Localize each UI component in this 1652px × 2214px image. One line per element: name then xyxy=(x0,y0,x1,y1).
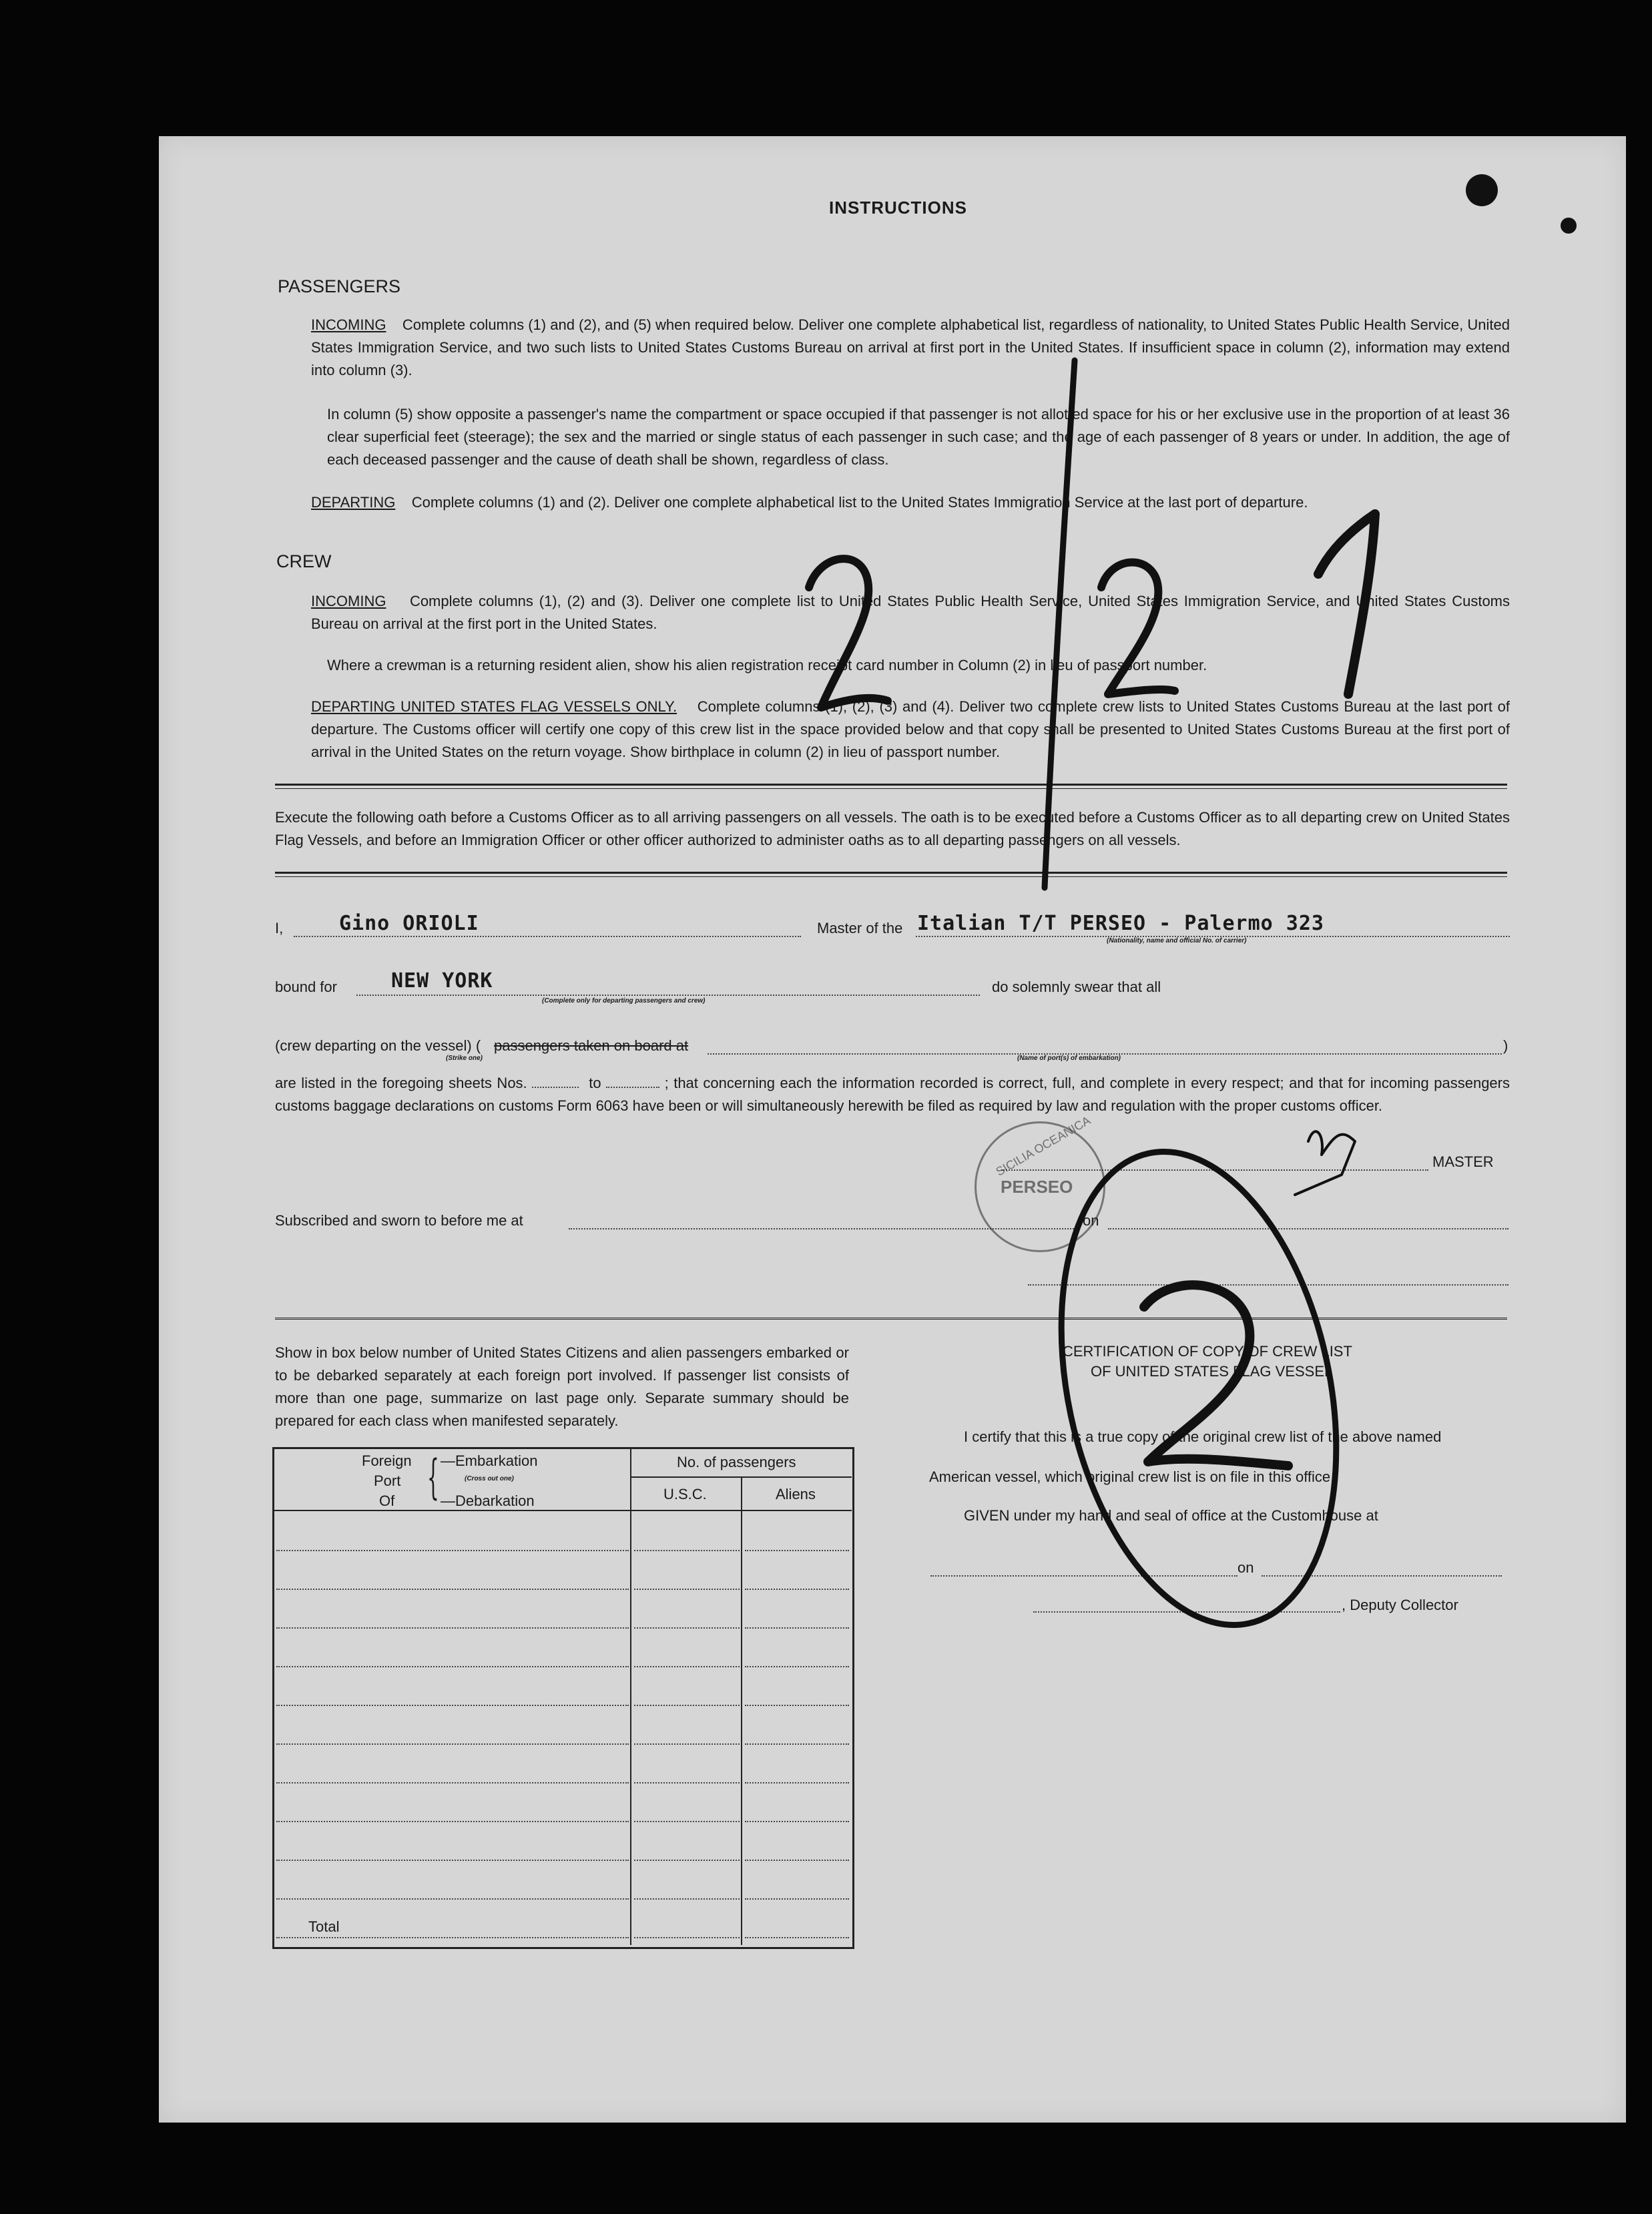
total-label: Total xyxy=(308,1918,340,1935)
vessel-name: Italian T/T PERSEO - Palermo 323 xyxy=(917,912,1324,935)
ink-spot xyxy=(1561,218,1577,234)
col-foreign: Foreign xyxy=(362,1452,412,1469)
handwritten-circle xyxy=(1021,1126,1376,1651)
stamp-text-1: SICILIA OCEANICA xyxy=(993,1113,1093,1179)
passengers-departing-label: DEPARTING xyxy=(311,494,396,511)
passengers-heading: PASSENGERS xyxy=(278,276,401,296)
passengers-column5-text: In column (5) show opposite a passenger's name the compartment or space occupied if that passenger is not allotted space for his or her exclusive use in the proportion of at least 36 clear superficial feet (steerage); the sex and the married or single status of each passenger in such case; and the age of each passenger of 8 years or under. In addition, the age of each deceased passenger and the cause of death shall be shown, regardless of class. xyxy=(327,406,1510,468)
strike-caption: (Strike one) xyxy=(446,1055,483,1062)
vessel-caption: (Nationality, name and official No. of carrier) xyxy=(1107,937,1247,944)
crew-incoming-text: Complete columns (1), (2) and (3). Deliver one complete list to United States Public Health Service, United States Immigration Service, and United States Customs Bureau on arrival at the first port in the United States. xyxy=(311,593,1510,632)
cross-out-caption: (Cross out one) xyxy=(465,1475,514,1482)
master-label: MASTER xyxy=(1432,1153,1494,1170)
certification-line-1: I certify that this is a true copy of the original crew list of the above named xyxy=(964,1428,1442,1445)
master-signature xyxy=(1295,1131,1355,1195)
brace: { xyxy=(427,1450,439,1504)
certification-heading-2: OF UNITED STATES FLAG VESSEL xyxy=(1091,1363,1333,1380)
subscribed-label: Subscribed and sworn to before me at xyxy=(275,1212,523,1229)
usc-header: U.S.C. xyxy=(663,1486,707,1502)
sheets-text-2: ; that concerning each the information recorded is correct, full, and complete in every respect; and that for incoming passengers customs baggage declarations on customs Form 6063 have been or will simultaneously herewith be filed as required by law and regulation with the proper customs officer. xyxy=(275,1075,1510,1114)
handwritten-digit-2-large xyxy=(809,559,888,708)
certification-line-3: GIVEN under my hand and seal of office at the Customhouse at xyxy=(964,1507,1378,1524)
certification-line-2: American vessel, which original crew list is on file in this office. xyxy=(929,1468,1335,1485)
sheets-to-label: to xyxy=(589,1075,601,1091)
passengers-departing-text: Complete columns (1) and (2). Deliver one complete alphabetical list to the United States Immigration Service at the last port of departure. xyxy=(411,494,1308,511)
destination: NEW YORK xyxy=(391,969,493,993)
certification-heading-1: CERTIFICATION OF COPY OF CREW LIST xyxy=(1063,1343,1352,1360)
no-passengers-header: No. of passengers xyxy=(677,1454,796,1470)
crew-resident-text: Where a crewman is a returning resident alien, show his alien registration receipt card number in Column (2) in lieu of passport number. xyxy=(327,657,1207,673)
close-paren: ) xyxy=(1503,1037,1508,1054)
col-port: Port xyxy=(374,1472,401,1489)
crew-incoming-label: INCOMING xyxy=(311,593,386,609)
subscribed-on-label: on xyxy=(1083,1212,1099,1229)
destination-caption: (Complete only for departing passengers and crew) xyxy=(542,997,706,1005)
certification-on-label: on xyxy=(1237,1559,1254,1576)
ink-blot xyxy=(1466,174,1498,206)
crew-departing-text: Complete columns (1), (2), (3) and (4). Deliver two complete crew lists to United States Customs Bureau at the last port of departure. The Customs officer will certify one copy of this crew list in the space provided below and that copy shall be presented to United States Customs Bureau at the first port of arrival in the United States on the return voyage. Show birthplace in column (2) in lieu of passport number. xyxy=(311,698,1510,760)
handwritten-circled-digit-2 xyxy=(1144,1285,1288,1466)
sheets-text-1: are listed in the foregoing sheets Nos. xyxy=(275,1075,527,1091)
master-name: Gino ORIOLI xyxy=(339,912,479,935)
swear-text: do solemnly swear that all xyxy=(992,979,1161,995)
oath-i-label: I, xyxy=(275,920,284,936)
aliens-header: Aliens xyxy=(776,1486,816,1502)
col-of: Of xyxy=(379,1492,395,1509)
handwritten-digit-2-second xyxy=(1101,563,1175,695)
crew-departing-option: (crew departing on the vessel) ( xyxy=(275,1037,481,1054)
debarkation-option: —Debarkation xyxy=(441,1492,535,1509)
passengers-incoming-label: INCOMING xyxy=(311,316,386,333)
handwritten-digit-1 xyxy=(1318,514,1375,694)
passengers-incoming-text: Complete columns (1) and (2), and (5) when required below. Deliver one complete alphabetical list, regardless of nationality, to United States Public Health Service, United States Immigration Service, and two such lists to United States Customs Bureau on arrival at first port in the United States. If insufficient space in column (2), information may extend into column (3). xyxy=(311,316,1510,378)
crew-departing-label: DEPARTING UNITED STATES FLAG VESSELS ONLY. xyxy=(311,698,677,715)
deputy-collector-label: , Deputy Collector xyxy=(1342,1597,1458,1613)
master-of-label: Master of the xyxy=(817,920,903,936)
passengers-option-struck: passengers taken on board at xyxy=(494,1037,689,1054)
crew-heading: CREW xyxy=(276,551,332,571)
summary-instructions: Show in box below number of United States Citizens and alien passengers embarked or to be debarked separately at each foreign port involved. If passenger list consists of more than one page, summarize on last page only. Separate summary should be prepared for each class when manifested separately. xyxy=(275,1344,849,1429)
bound-for-label: bound for xyxy=(275,979,337,995)
ports-caption: (Name of port(s) of embarkation) xyxy=(1017,1055,1121,1062)
stamp-text-2: PERSEO xyxy=(1001,1177,1073,1197)
embarkation-option: —Embarkation xyxy=(441,1452,538,1469)
page-title: INSTRUCTIONS xyxy=(829,198,967,218)
handwritten-slash xyxy=(1045,360,1075,888)
oath-intro: Execute the following oath before a Customs Officer as to all arriving passengers on all vessels. The oath is to be executed before a Customs Officer as to all departing crew on United States Flag Vessels, and before an Immigration Officer or other officer authorized to administer oaths as to all departing passengers on all vessels. xyxy=(275,809,1510,848)
